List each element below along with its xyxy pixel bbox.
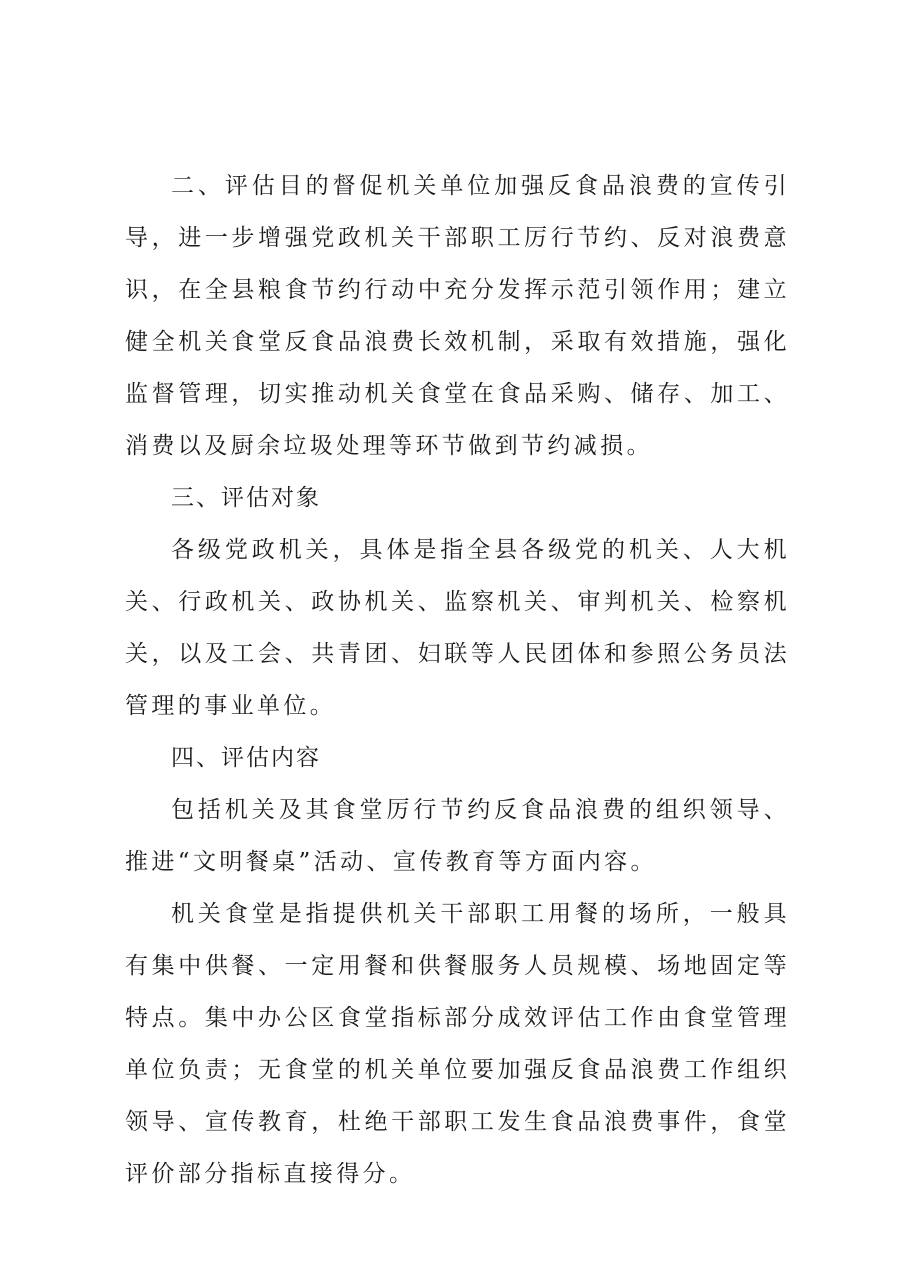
heading-evaluation-content: 四、评估内容	[171, 745, 321, 771]
document-body	[125, 160, 790, 1200]
paragraph-canteen-definition: 机关食堂是指提供机关干部职工用餐的场所，一般具有集中供餐、一定用餐和供餐服务人员规模、场地固定等特点。集中办公区食堂指标部分成效评估工作由食堂管理单位负责；无食堂的机关单位要加强反食品浪费工作组织领导、宣传教育，杜绝干部职工发生食品浪费事件，食堂评价部分指标直接得分。	[125, 901, 790, 1187]
heading-evaluation-target: 三、评估对象	[171, 485, 321, 511]
paragraph-evaluation-purpose: 二、评估目的督促机关单位加强反食品浪费的宣传引导，进一步增强党政机关干部职工厉行节约、反对浪费意识，在全县粮食节约行动中充分发挥示范引领作用；建立健全机关食堂反食品浪费长效机制，采取有效措施，强化监督管理，切实推动机关食堂在食品采购、储存、加工、消费以及厨余垃圾处理等环节做到节约减损。	[125, 173, 790, 459]
paragraph-evaluation-target: 各级党政机关，具体是指全县各级党的机关、人大机关、行政机关、政协机关、监察机关、审判机关、检察机关，以及工会、共青团、妇联等人民团体和参照公务员法管理的事业单位。	[125, 537, 790, 719]
paragraph-evaluation-content: 包括机关及其食堂厉行节约反食品浪费的组织领导、推进“文明餐桌”活动、宣传教育等方面内容。	[125, 797, 790, 875]
